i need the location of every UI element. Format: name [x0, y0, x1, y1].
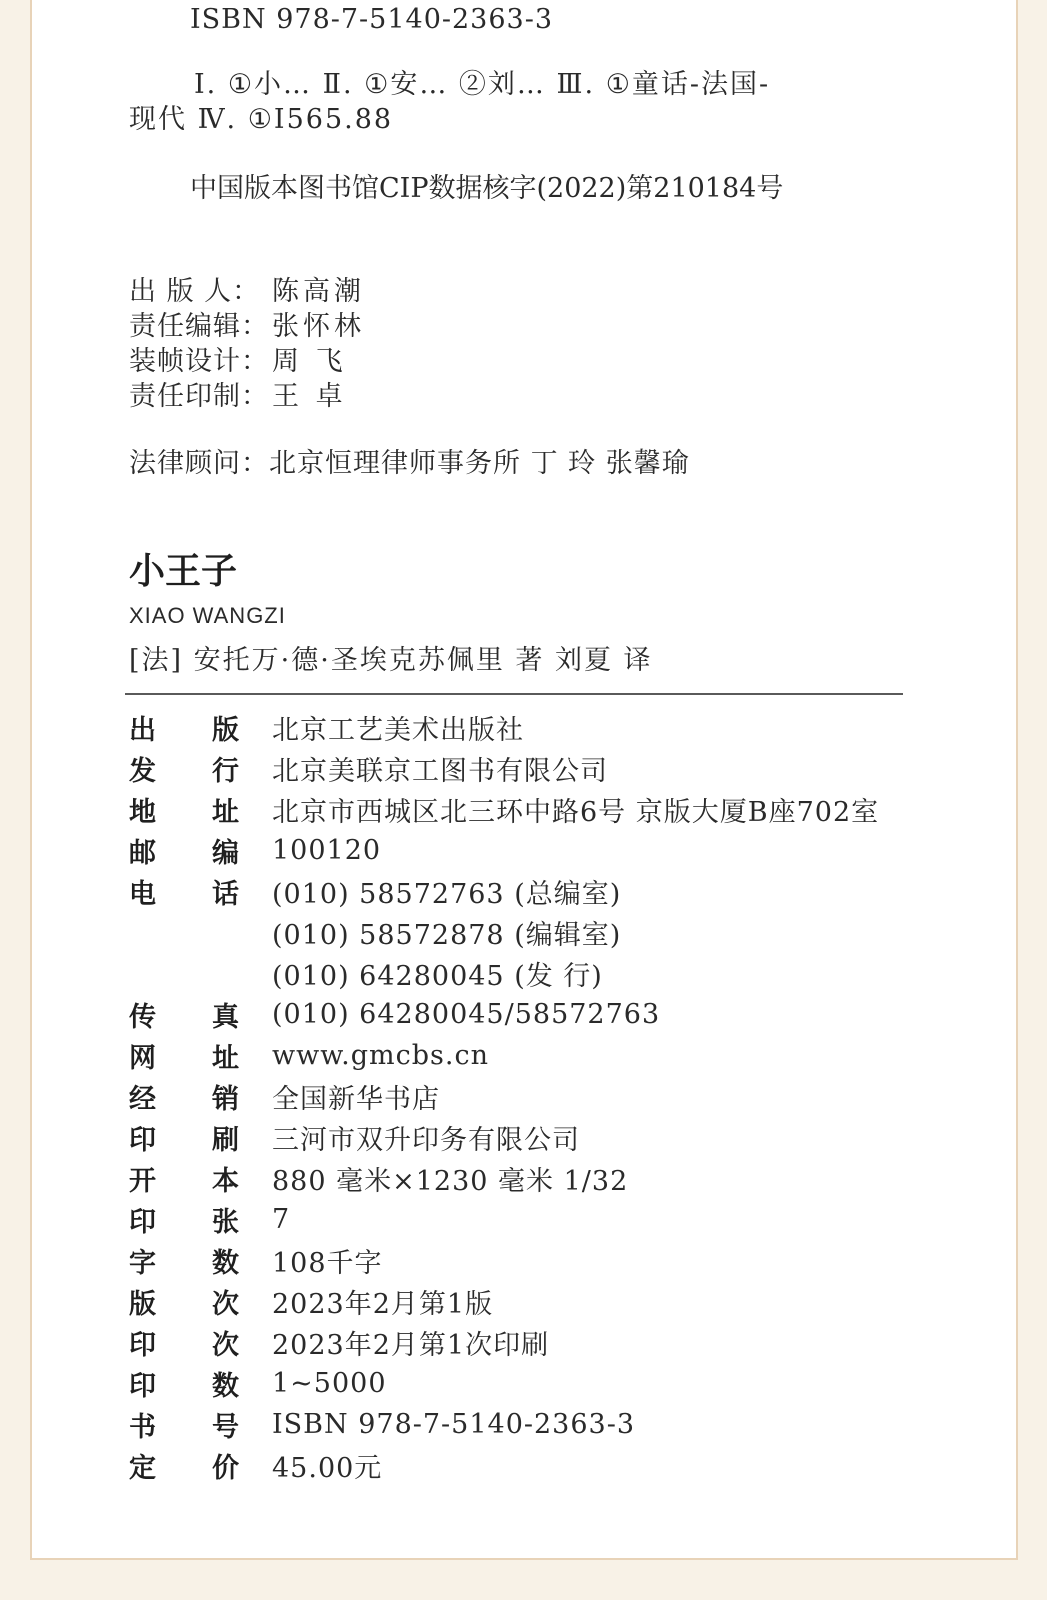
staff-value: 周 飞 — [272, 346, 347, 377]
detail-row — [129, 748, 929, 789]
staff-row — [129, 376, 365, 411]
staff-row — [129, 306, 365, 341]
staff-credits — [129, 271, 365, 411]
detail-row — [129, 994, 929, 1035]
detail-value: 2023年2月第1次印刷 — [272, 1330, 550, 1361]
cip-classification-line-1: Ⅰ. ①小… Ⅱ. ①安… ②刘… Ⅲ. ①童话-法国- — [194, 69, 771, 100]
detail-label: 传 真 — [129, 1002, 239, 1033]
detail-value: 北京美联京工图书有限公司 — [272, 756, 608, 787]
detail-label: 发 行 — [129, 756, 239, 787]
detail-label: 字 数 — [129, 1248, 239, 1279]
detail-row — [129, 953, 929, 994]
divider-line — [125, 693, 903, 695]
detail-row — [129, 1445, 929, 1486]
detail-row — [129, 789, 929, 830]
copyright-page — [30, 0, 1018, 1560]
staff-label: 责任编辑： — [129, 311, 269, 342]
detail-value: ISBN 978-7-5140-2363-3 — [272, 1409, 636, 1440]
detail-label: 印 次 — [129, 1330, 239, 1361]
staff-label: 出 版 人： — [129, 276, 261, 307]
staff-value: 陈高潮 — [272, 276, 365, 307]
detail-row — [129, 1363, 929, 1404]
detail-label: 网 址 — [129, 1043, 239, 1074]
detail-value: (010) 64280045/58572763 — [272, 999, 661, 1030]
detail-value: (010) 64280045 (发 行) — [272, 961, 603, 992]
detail-label: 印 张 — [129, 1207, 239, 1238]
detail-label: 印 数 — [129, 1371, 239, 1402]
detail-row — [129, 1158, 929, 1199]
detail-value: 1~5000 — [272, 1368, 387, 1399]
detail-row — [129, 912, 929, 953]
detail-value: (010) 58572763 (总编室) — [272, 879, 622, 910]
detail-row — [129, 1281, 929, 1322]
detail-value: 108千字 — [272, 1248, 383, 1279]
detail-row — [129, 830, 929, 871]
cip-isbn-line: ISBN 978-7-5140-2363-3 — [190, 4, 554, 35]
detail-label: 定 价 — [129, 1453, 239, 1484]
detail-label: 经 销 — [129, 1084, 239, 1115]
staff-label: 装帧设计： — [129, 346, 269, 377]
detail-label: 出 版 — [129, 715, 239, 746]
detail-value: 100120 — [272, 835, 382, 866]
detail-value: 三河市双升印务有限公司 — [272, 1125, 580, 1156]
detail-label: 邮 编 — [129, 838, 239, 869]
staff-value: 张怀林 — [272, 311, 365, 342]
detail-label: 版 次 — [129, 1289, 239, 1320]
staff-row — [129, 271, 365, 306]
book-title: 小王子 — [129, 551, 238, 592]
detail-value: 北京市西城区北三环中路6号 京版大厦B座702室 — [272, 797, 880, 828]
detail-value: 7 — [272, 1204, 291, 1235]
detail-value: 全国新华书店 — [272, 1084, 440, 1115]
detail-value: 880 毫米×1230 毫米 1/32 — [272, 1166, 629, 1197]
detail-label: 地 址 — [129, 797, 239, 828]
detail-label: 印 刷 — [129, 1125, 239, 1156]
detail-row — [129, 1404, 929, 1445]
detail-row — [129, 1199, 929, 1240]
detail-value: www.gmcbs.cn — [272, 1040, 489, 1071]
detail-value: 北京工艺美术出版社 — [272, 715, 524, 746]
detail-row — [129, 707, 929, 748]
detail-label: 书 号 — [129, 1412, 239, 1443]
detail-row — [129, 1240, 929, 1281]
book-title-pinyin: XIAO WANGZI — [129, 603, 286, 628]
staff-row — [129, 341, 365, 376]
detail-label: 开 本 — [129, 1166, 239, 1197]
detail-value: 2023年2月第1版 — [272, 1289, 494, 1320]
detail-row — [129, 1076, 929, 1117]
detail-value: 45.00元 — [272, 1453, 383, 1484]
detail-value: (010) 58572878 (编辑室) — [272, 920, 622, 951]
staff-label: 责任印制： — [129, 381, 269, 412]
author-translator-line: [法] 安托万·德·圣埃克苏佩里 著 刘夏 译 — [129, 645, 653, 676]
detail-label: 电 话 — [129, 879, 239, 910]
detail-row — [129, 871, 929, 912]
staff-value: 王 卓 — [272, 381, 347, 412]
cip-classification-line-2: 现代 Ⅳ. ①I565.88 — [129, 104, 394, 135]
publication-details — [129, 707, 929, 1486]
detail-row — [129, 1322, 929, 1363]
cip-data-code: 中国版本图书馆CIP数据核字(2022)第210184号 — [190, 173, 784, 204]
legal-counsel-line: 法律顾问：北京恒理律师事务所 丁 玲 张馨瑜 — [129, 448, 690, 479]
detail-row — [129, 1035, 929, 1076]
detail-row — [129, 1117, 929, 1158]
